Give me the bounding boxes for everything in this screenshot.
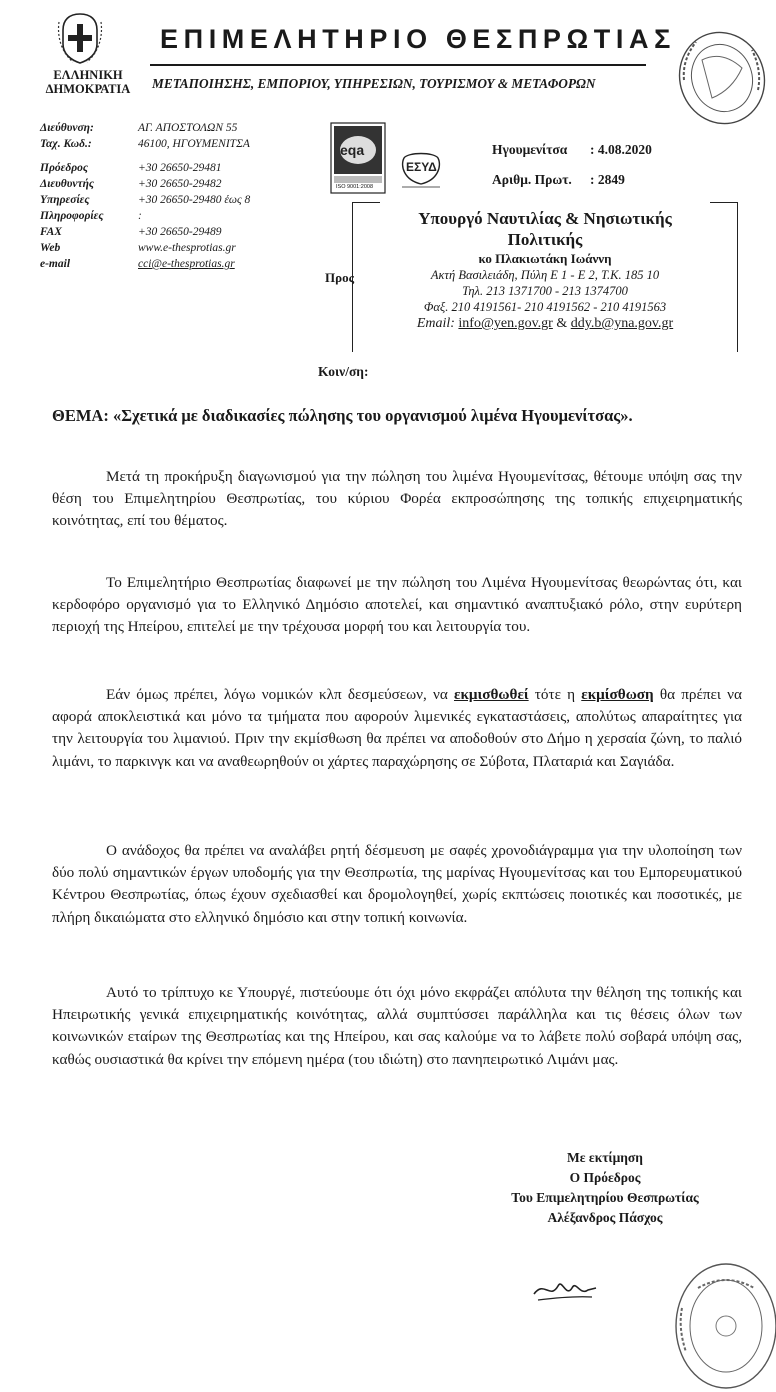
recipient-frame-top-right [710, 202, 738, 203]
signature-line1: Με εκτίμηση [567, 1150, 643, 1165]
p3-emphasis-2: εκμίσθωση [581, 686, 654, 703]
recipient-email-line [360, 315, 730, 333]
info-value: : [138, 210, 142, 222]
p3-part-b: τότε η [528, 686, 582, 703]
document-meta [492, 135, 652, 195]
ministry-line2: Πολιτικής [507, 230, 583, 249]
hellenic-republic-label [40, 68, 136, 96]
esyd-certification-logo [398, 150, 444, 190]
recipient-email1-link[interactable]: info@yen.gov.gr [458, 316, 553, 331]
recipient-phone: Τηλ. 213 1371700 - 213 1374700 [462, 284, 628, 298]
contact-postcode-row [40, 136, 250, 152]
address-value: ΑΓ. ΑΠΟΣΤΟΛΩΝ 55 [138, 122, 238, 134]
handwritten-signature-icon [530, 1270, 600, 1306]
pros-label: Προς [325, 270, 355, 285]
p3-emphasis-1: εκμισθωθεί [453, 686, 529, 703]
signature-line3: Του Επιμελητηρίου Θεσπρωτίας [511, 1190, 699, 1205]
date-value: : 4.08.2020 [590, 142, 652, 157]
round-seal-icon [668, 1248, 776, 1392]
date-label: Ηγουμενίτσα [492, 142, 568, 157]
contact-address-row [40, 120, 250, 136]
recipient-email-amp: & [556, 316, 568, 331]
contact-fax-row [40, 224, 250, 240]
postcode-value: 46100, ΗΓΟΥΜΕΝΙΤΣΑ [138, 138, 250, 150]
recipient-block [360, 208, 730, 333]
contact-web-row [40, 240, 250, 256]
body-paragraph-3 [52, 684, 742, 773]
fax-value: +30 26650-29489 [138, 226, 222, 238]
recipient-frame-right [737, 202, 738, 352]
fax-label: FAX [40, 226, 62, 238]
protocol-row [492, 165, 652, 195]
rotated-chamber-stamp-icon [672, 20, 772, 130]
title-rule [150, 64, 646, 66]
president-value: +30 26650-29481 [138, 162, 222, 174]
web-label: Web [40, 242, 61, 254]
body-paragraph-2: Το Επιμελητήριο Θεσπρωτίας διαφωνεί με την πώληση του Λιμένα Ηγουμενίτσας θεωρώντας ότι, και κερδοφόρο οργανισμό για το Ελληνικό Δημόσιο αποτελεί, και σημαντικό αναπτυξιακό ρόλο, στην ευρύτερη περιοχή της Ηπείρου, επιτελεί με την τρέχουσα μορφή του και λειτουργία του. [52, 574, 742, 636]
recipient-email-prefix: Email: [416, 316, 455, 331]
protocol-value: : 2849 [590, 172, 625, 187]
eqa-iso-text: ISO 9001:2008 [336, 184, 374, 190]
director-label: Διευθυντής [40, 178, 95, 190]
web-link[interactable]: www.e-thesprotias.gr [138, 242, 236, 254]
recipient-address: Ακτή Βασιλειάδη, Πύλη Ε 1 - Ε 2, Τ.Κ. 185 10 [430, 268, 660, 282]
ministry-line1: Υπουργό Ναυτιλίας & Νησιωτικής [418, 209, 672, 228]
contact-email-row [40, 256, 250, 272]
subject-line: ΘΕΜΑ: «Σχετικά με διαδικασίες πώλησης του οργανισμού λιμένα Ηγουμενίτσας». [52, 406, 633, 425]
director-value: +30 26650-29482 [138, 178, 222, 190]
contact-president-row [40, 160, 250, 176]
services-value: +30 26650-29480 έως 8 [138, 194, 251, 206]
contact-services-row [40, 192, 250, 208]
services-label: Υπηρεσίες [40, 194, 90, 206]
p3-part-a: Εάν όμως πρέπει, λόγω νομικών κλπ δεσμεύσεων, να [106, 686, 454, 703]
email-label: e-mail [40, 258, 71, 270]
president-label: Πρόεδρος [40, 162, 89, 174]
body-paragraph-1: Μετά τη προκήρυξη διαγωνισμού για την πώληση του λιμένα Ηγουμενίτσας, θέτουμε υπόψη σας την θέση του Επιμελητηρίου Θεσπρωτίας, του κύριου Φορέα εκπροσώπησης της τοπικής επιχειρηματικής κοινότητας, επί του θέματος. [52, 468, 742, 530]
contact-block [40, 120, 250, 272]
eqa-text: eqa [340, 142, 365, 158]
chamber-subtitle: ΜΕΤΑΠΟΙΗΣΗΣ, ΕΜΠΟΡΙΟΥ, ΥΠΗΡΕΣΙΩΝ, ΤΟΥΡΙΣΜΟΥ & ΜΕΤΑΦΟΡΩΝ [152, 76, 596, 91]
body-paragraph-4: Ο ανάδοχος θα πρέπει να αναλάβει ρητή δέσμευση με σαφές χρονοδιάγραμμα για την υλοποίηση των δύο πολύ σημαντικών έργων υποδομής για την Θεσπρωτία, της μαρίνας Ηγουμενίτσας και του Εμπορευματικού Κέντρου Θεσπρωτίας, όπως έχουν σχεδιασθεί και δρομολογηθεί, χωρίς εκπτώσεις ποιοτικές και ποσοτικές, με πλήρη δικαιώματα στο ελληνικό δημόσιο και στην τοπική κοινωνία. [52, 842, 742, 926]
eqa-certification-logo [330, 122, 386, 194]
contact-info-row [40, 208, 250, 224]
hellenic-line2: ΔΗΜΟΚΡΑΤΙΑ [45, 82, 131, 96]
recipient-frame-top-left [352, 202, 380, 203]
info-label: Πληροφορίες [40, 210, 104, 222]
contact-director-row [40, 176, 250, 192]
signature-line2: Ο Πρόεδρος [569, 1170, 641, 1185]
protocol-label: Αριθμ. Πρωτ. [492, 172, 572, 187]
signature-block [480, 1148, 730, 1228]
koinopoiisi-label: Κοιν/ση: [318, 364, 369, 379]
postcode-label: Ταχ. Κωδ.: [40, 138, 92, 150]
p3-part-c: θα πρέπει να αφορά αποκλειστικά και μόνο τα τμήματα που αφορούν λιμενικές εγκαταστάσεις, απολύτως απαραίτητες για την λειτουργία του λιμανιού. Πριν την εκμίσθωση θα πρέπει να αποδοθούν στο Δήμο η χερσαία ζώνη, το παλιό λιμάνι, το παρκινγκ και να αναθεωρηθούν οι χάρτες παραχώρησης σε Σύβοτα, Πλαταριά και Σαγιάδα. [52, 686, 743, 770]
body-paragraph-5: Αυτό το τρίπτυχο κε Υπουργέ, πιστεύουμε ότι όχι μόνο εκφράζει απόλυτα την θέληση της τοπικής και Ηπειρωτικής γενικά επιχειρηματικής κοινότητας, αλλά συμπτύσσει παράλληλα και τις θέσεις όλων των κοινωνικών εταίρων της Θεσπρωτίας και της Ηπείρου, και σας καλούμε να το λάβετε πολύ σοβαρά υπόψη σας, καθώς ουσιαστικά θα κρίνει την επόμενη ημέρα (του ιδιώτη) στο πανηπειρωτικό Λιμάνι μας. [52, 984, 742, 1068]
chamber-title: ΕΠΙΜΕΛΗΤΗΡΙΟ ΘΕΣΠΡΩΤΙΑΣ [160, 24, 676, 54]
date-row [492, 135, 652, 165]
hellenic-line1: ΕΛΛΗΝΙΚΗ [53, 68, 123, 82]
greek-coat-of-arms-icon [55, 10, 105, 66]
signature-line4: Αλέξανδρος Πάσχος [547, 1210, 663, 1225]
esyd-text: ΕΣΥΔ [406, 160, 437, 174]
recipient-person: κο Πλακιωτάκη Ιωάννη [478, 251, 612, 266]
recipient-fax: Φαξ. 210 4191561- 210 4191562 - 210 4191563 [423, 300, 667, 314]
email-link[interactable]: cci@e-thesprotias.gr [138, 258, 235, 270]
recipient-email2-link[interactable]: ddy.b@yna.gov.gr [570, 316, 674, 331]
address-label: Διεύθυνση: [40, 122, 94, 134]
